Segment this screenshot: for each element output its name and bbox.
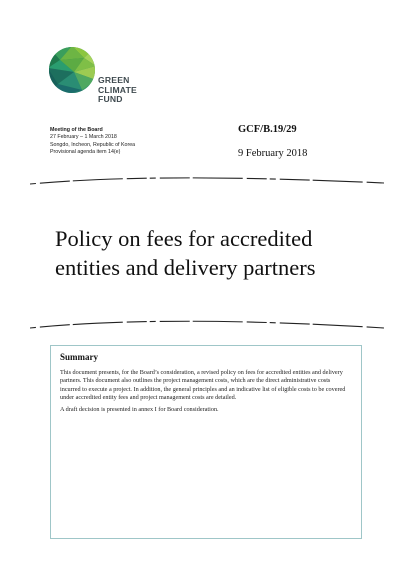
summary-box (50, 345, 362, 539)
meeting-title: Meeting of the Board (50, 127, 103, 133)
top-wave-divider (30, 174, 384, 188)
meeting-agenda-item: Provisional agenda item 14(e) (50, 148, 121, 155)
summary-heading: Summary (60, 352, 98, 362)
logo-line-fund: FUND (98, 94, 123, 105)
document-reference: GCF/B.19/29 (238, 124, 297, 135)
title-line-1: Policy on fees for accredited (55, 226, 313, 251)
summary-paragraph-2: A draft decision is presented in annex I for Board consideration. (60, 406, 219, 413)
document-title (55, 224, 385, 282)
globe-logo-icon (48, 46, 96, 94)
bottom-wave-divider (30, 318, 384, 332)
gcf-logo (48, 46, 148, 116)
meeting-dates: 27 February – 1 March 2018 (50, 134, 117, 141)
document-date: 9 February 2018 (238, 148, 308, 159)
meeting-info (50, 127, 220, 156)
logo-line-climate: CLIMATE (98, 84, 137, 95)
logo-wordmark (98, 76, 137, 105)
summary-paragraph-1: This document presents, for the Board’s consideration, a revised policy on fees for accredited entities and delivery partners. This document also outlines the project management costs, which are the direct administrative costs incurred to execute a project. In addition, the general principles and an indicative list of eligible costs to be covered under accredited entity fees and project management costs are detailed. (60, 369, 346, 401)
logo-line-green: GREEN (98, 75, 130, 85)
title-line-2: entities and delivery partners (55, 255, 316, 280)
meeting-location: Songdo, Incheon, Republic of Korea (50, 141, 136, 148)
